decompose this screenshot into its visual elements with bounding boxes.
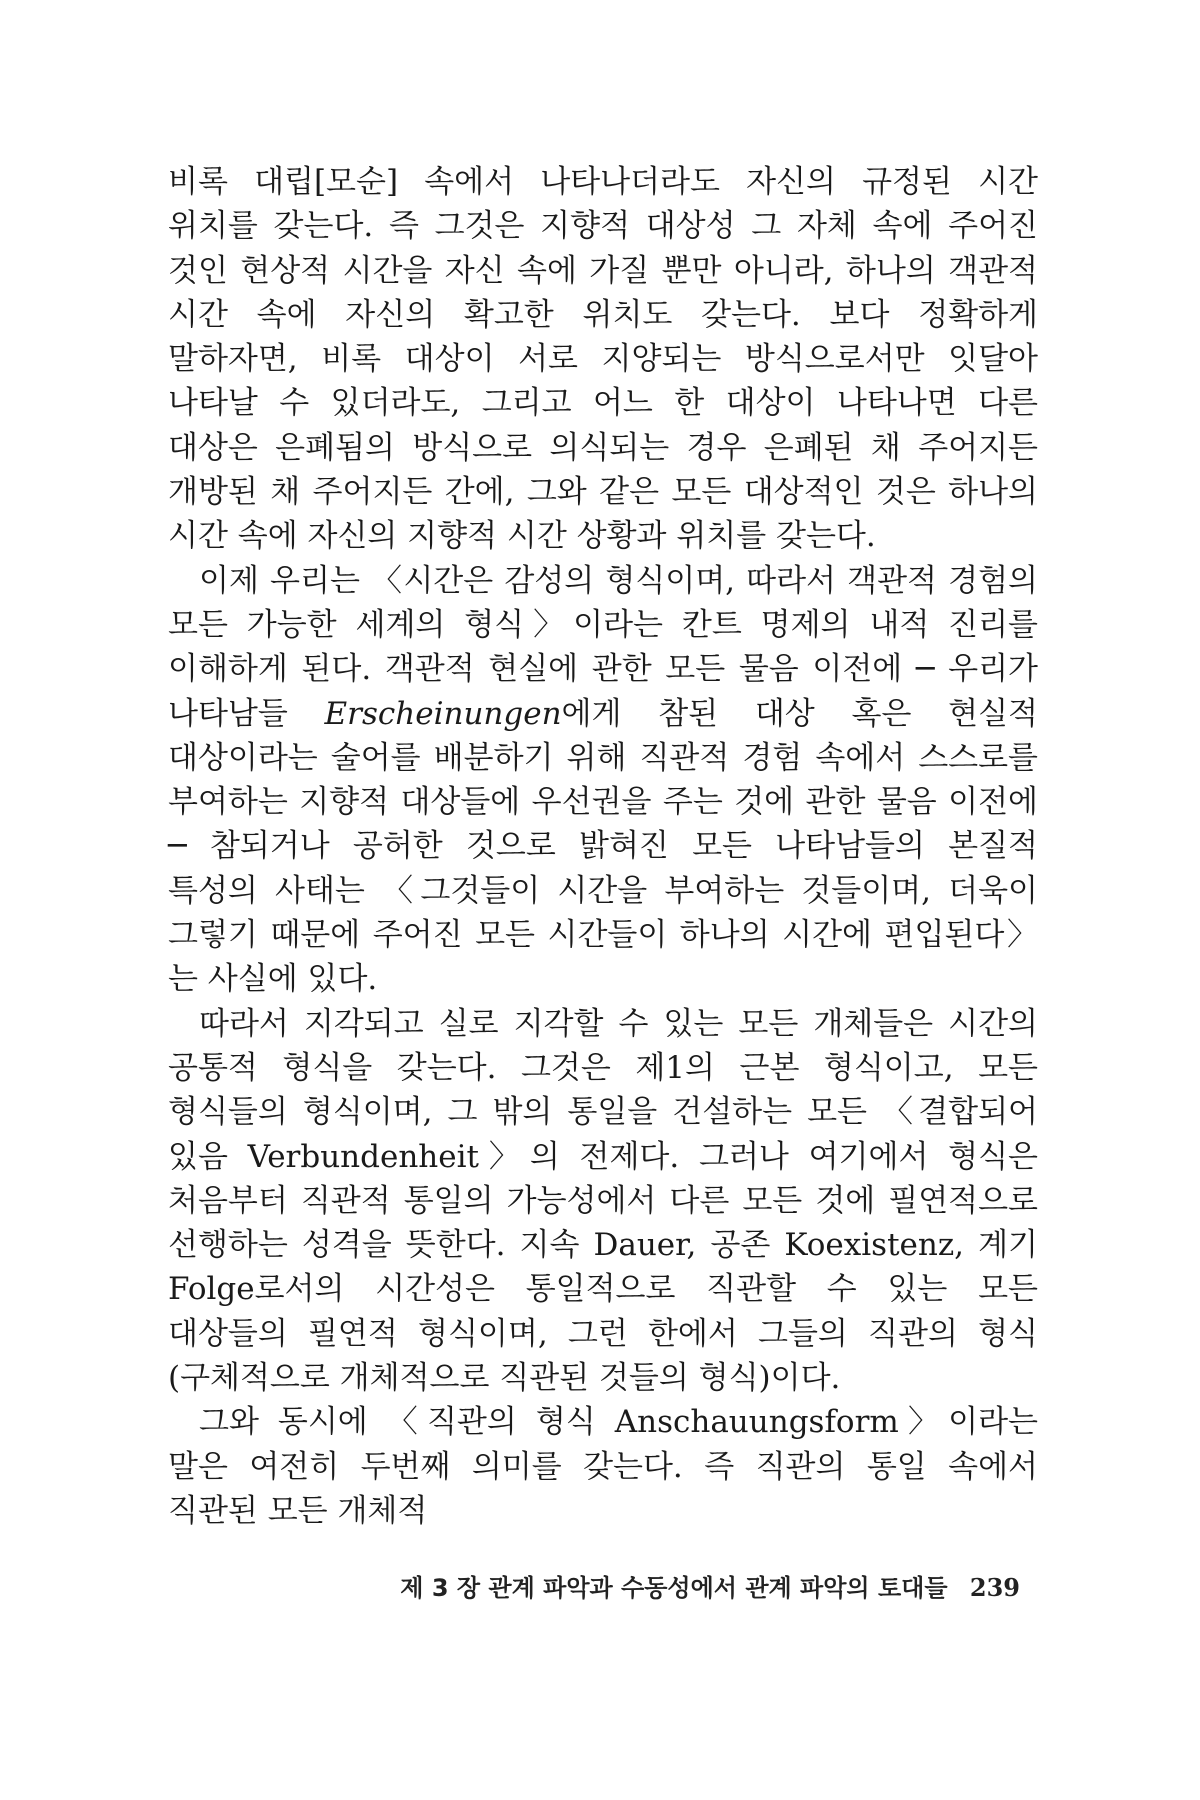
text-run: 따라서 지각되고 실로 지각할 수 있는 모든 개체들은 시간의 공통적 형식을 갖는다. 그것은 제1의 근본 형식이고, 모든 형식들의 형식이며, 그 밖의 통일을 건설하는 모든 〈결합되어 있음 Verbundenheit〉의 전제다. 그러나 여기에서 형식은 처음부터 직관적 통일의 가능성에서 다른 모든 것에 필연적으로 선행하는 성격을 뜻한다. 지속 Dauer, 공존 Koexistenz, 계기 Folge로서의 시간성은 통일적으로 직관할 수 있는 모든 대상들의 필연적 형식이며, 그런 한에서 그들의 직관의 형식(구체적으로 개체적으로 직관된 것들의 형식)이다. xyxy=(168,1005,1038,1397)
text-run: 에게 참된 대상 혹은 현실적 대상이라는 술어를 배분하기 위해 직관적 경험 속에서 스스로를 부여하는 지향적 대상들에 우선권을 주는 것에 관한 물음 이전에 ─ 참되거나 공허한 것으로 밝혀진 모든 나타남들의 본질적 특성의 사태는 〈그것들이 시간을 부여하는 것들이며, 더욱이 그렇기 때문에 주어진 모든 시간들이 하나의 시간에 편입된다〉는 사실에 있다. xyxy=(168,695,1038,998)
text-run: 이제 우리는 〈시간은 감성의 형식이며, 따라서 객관적 경험의 모든 가능한 세계의 형식〉이라는 칸트 명제의 내적 진리를 이해하게 된다. 객관적 현실에 관한 모든 물음 이전에 ─ 우리가 나타남들 xyxy=(168,562,1038,732)
italic-term: Erscheinungen xyxy=(324,695,562,732)
paragraph xyxy=(168,559,1038,1002)
running-title: 제 3 장 관계 파악과 수동성에서 관계 파악의 토대들 xyxy=(400,1574,948,1602)
running-footer xyxy=(380,1568,1020,1603)
body-text xyxy=(168,160,1038,1533)
paragraph xyxy=(168,1002,1038,1401)
text-run: 그와 동시에 〈직관의 형식 Anschauungsform〉이라는 말은 여전히 두번째 의미를 갖는다. 즉 직관의 통일 속에서 직관된 모든 개체적 xyxy=(168,1404,1038,1529)
page-number: 239 xyxy=(969,1573,1020,1602)
paragraph xyxy=(168,160,1038,559)
paragraph xyxy=(168,1400,1038,1533)
text-run: 비록 대립[모순] 속에서 나타나더라도 자신의 규정된 시간 위치를 갖는다. 즉 그것은 지향적 대상성 그 자체 속에 주어진 것인 현상적 시간을 자신 속에 가질 뿐만 아니라, 하나의 객관적 시간 속에 자신의 확고한 위치도 갖는다. 보다 정확하게 말하자면, 비록 대상이 서로 지양되는 방식으로서만 잇달아 나타날 수 있더라도, 그리고 어느 한 대상이 나타나면 다른 대상은 은폐됨의 방식으로 의식되는 경우 은폐된 채 주어지든 개방된 채 주어지든 간에, 그와 같은 모든 대상적인 것은 하나의 시간 속에 자신의 지향적 시간 상황과 위치를 갖는다. xyxy=(168,164,1038,555)
